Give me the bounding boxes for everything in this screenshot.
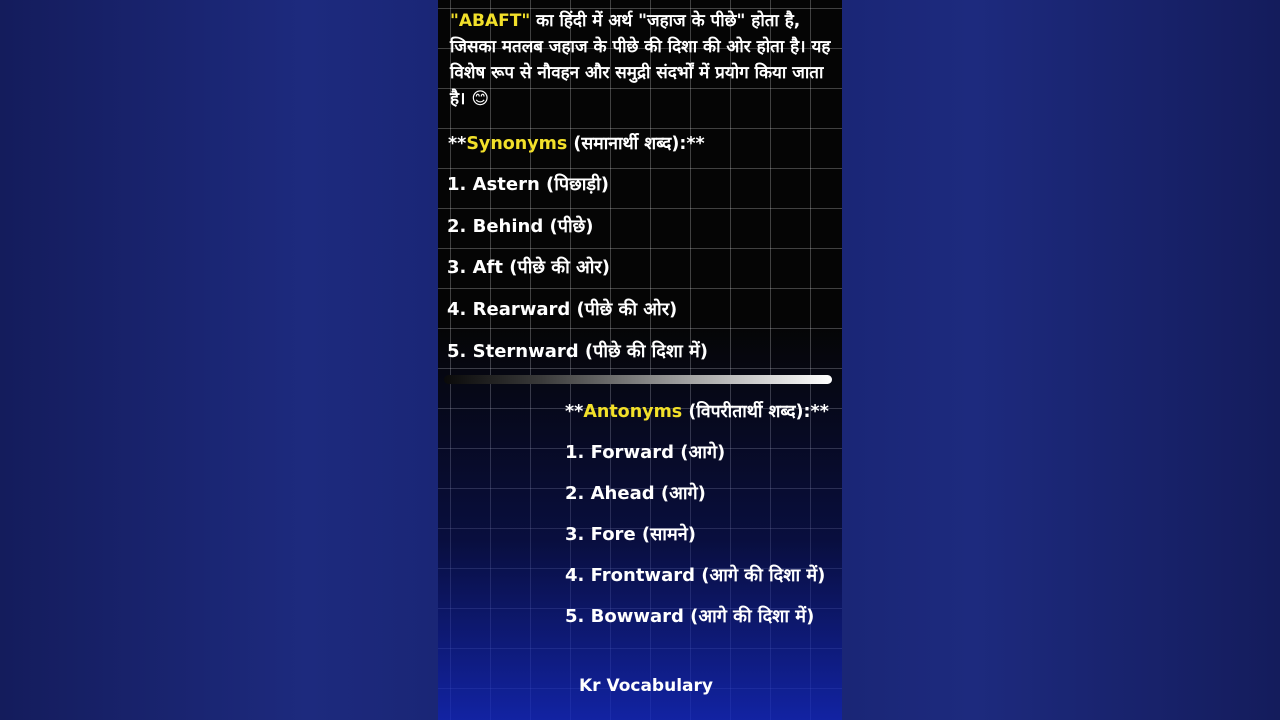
antonyms-label: Antonyms: [583, 402, 683, 422]
antonyms-suffix: (विपरीतार्थी शब्द):**: [682, 402, 829, 422]
synonym-item: 4. Rearward (पीछे की ओर): [447, 299, 678, 320]
intro-term: "ABAFT": [450, 11, 531, 31]
section-divider: [444, 375, 832, 384]
synonyms-prefix: **: [448, 134, 467, 154]
antonym-item: 4. Frontward (आगे की दिशा में): [565, 565, 826, 586]
background-left: [0, 0, 438, 720]
channel-brand: Kr Vocabulary: [579, 676, 713, 696]
antonym-item: 1. Forward (आगे): [565, 442, 726, 463]
synonym-item: 5. Sternward (पीछे की दिशा में): [447, 341, 709, 362]
antonyms-prefix: **: [565, 402, 584, 422]
antonym-item: 2. Ahead (आगे): [565, 483, 706, 504]
synonyms-label: Synonyms: [466, 134, 568, 154]
antonym-item: 3. Fore (सामने): [565, 524, 696, 545]
antonym-item: 5. Bowward (आगे की दिशा में): [565, 606, 815, 627]
synonyms-heading: [448, 131, 705, 155]
antonyms-heading: [565, 399, 829, 423]
video-frame: [438, 0, 842, 720]
synonyms-suffix: (समानार्थी शब्द):**: [567, 134, 705, 154]
intro-text: का हिंदी में अर्थ "जहाज के पीछे" होता है, जिसका मतलब जहाज के पीछे की दिशा की ओर होता है। यह विशेष रूप से नौवहन और समुद्री संदर्भों में प्रयोग किया जाता है। 😊: [450, 11, 831, 109]
synonym-item: 2. Behind (पीछे): [447, 216, 594, 237]
synonym-item: 3. Aft (पीछे की ओर): [447, 257, 611, 278]
background-right: [842, 0, 1280, 720]
synonym-item: 1. Astern (पिछाड़ी): [447, 174, 609, 195]
intro-paragraph: [450, 8, 834, 112]
